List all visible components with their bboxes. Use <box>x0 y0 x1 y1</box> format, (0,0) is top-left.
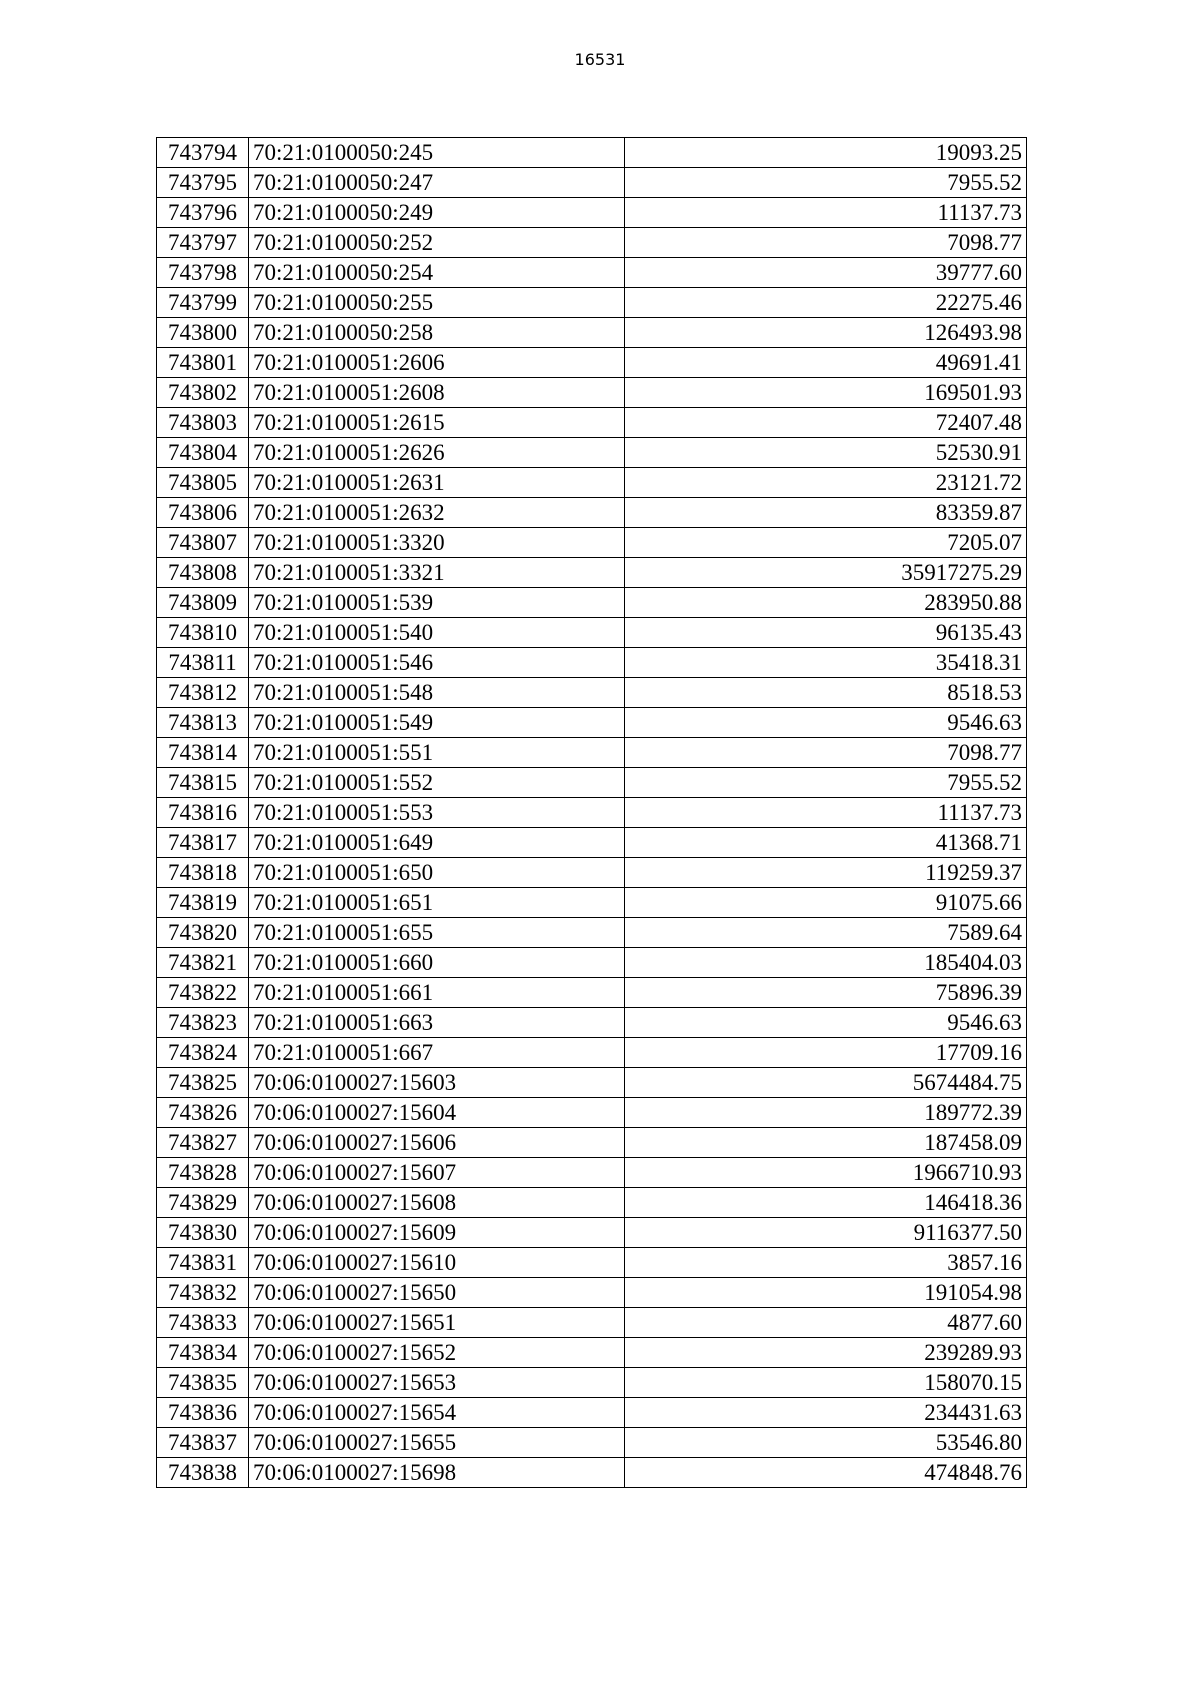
cadastral-number-cell: 70:21:0100051:3321 <box>249 558 625 588</box>
cadastral-number-cell: 70:06:0100027:15651 <box>249 1308 625 1338</box>
value-cell: 9546.63 <box>625 1008 1027 1038</box>
row-number-cell: 743816 <box>157 798 249 828</box>
value-cell: 239289.93 <box>625 1338 1027 1368</box>
cadastral-number-cell: 70:21:0100051:551 <box>249 738 625 768</box>
cadastral-number-cell: 70:21:0100051:552 <box>249 768 625 798</box>
row-number-cell: 743825 <box>157 1068 249 1098</box>
cadastral-number-cell: 70:06:0100027:15650 <box>249 1278 625 1308</box>
row-number-cell: 743830 <box>157 1218 249 1248</box>
value-cell: 185404.03 <box>625 948 1027 978</box>
cadastral-number-cell: 70:21:0100051:660 <box>249 948 625 978</box>
value-cell: 5674484.75 <box>625 1068 1027 1098</box>
row-number-cell: 743795 <box>157 168 249 198</box>
cadastral-number-cell: 70:21:0100051:2632 <box>249 498 625 528</box>
value-cell: 3857.16 <box>625 1248 1027 1278</box>
table-row <box>157 1188 1027 1218</box>
data-table <box>156 137 1027 1488</box>
row-number-cell: 743805 <box>157 468 249 498</box>
cadastral-number-cell: 70:21:0100051:548 <box>249 678 625 708</box>
value-cell: 91075.66 <box>625 888 1027 918</box>
table-row <box>157 1458 1027 1488</box>
value-cell: 7589.64 <box>625 918 1027 948</box>
row-number-cell: 743813 <box>157 708 249 738</box>
value-cell: 35418.31 <box>625 648 1027 678</box>
row-number-cell: 743817 <box>157 828 249 858</box>
value-cell: 7098.77 <box>625 738 1027 768</box>
row-number-cell: 743823 <box>157 1008 249 1038</box>
row-number-cell: 743822 <box>157 978 249 1008</box>
table-row <box>157 348 1027 378</box>
row-number-cell: 743838 <box>157 1458 249 1488</box>
cadastral-number-cell: 70:06:0100027:15608 <box>249 1188 625 1218</box>
row-number-cell: 743812 <box>157 678 249 708</box>
table-row <box>157 1218 1027 1248</box>
table-row <box>157 288 1027 318</box>
row-number-cell: 743826 <box>157 1098 249 1128</box>
table-row <box>157 1158 1027 1188</box>
value-cell: 7205.07 <box>625 528 1027 558</box>
table-row <box>157 1278 1027 1308</box>
value-cell: 8518.53 <box>625 678 1027 708</box>
value-cell: 11137.73 <box>625 798 1027 828</box>
cadastral-number-cell: 70:21:0100051:2615 <box>249 408 625 438</box>
value-cell: 189772.39 <box>625 1098 1027 1128</box>
cadastral-number-cell: 70:21:0100051:3320 <box>249 528 625 558</box>
table-row <box>157 858 1027 888</box>
cadastral-number-cell: 70:21:0100051:655 <box>249 918 625 948</box>
value-cell: 75896.39 <box>625 978 1027 1008</box>
row-number-cell: 743814 <box>157 738 249 768</box>
row-number-cell: 743832 <box>157 1278 249 1308</box>
value-cell: 49691.41 <box>625 348 1027 378</box>
cadastral-number-cell: 70:06:0100027:15607 <box>249 1158 625 1188</box>
table-row <box>157 1368 1027 1398</box>
row-number-cell: 743833 <box>157 1308 249 1338</box>
table-row <box>157 1068 1027 1098</box>
cadastral-number-cell: 70:21:0100051:649 <box>249 828 625 858</box>
cadastral-number-cell: 70:06:0100027:15610 <box>249 1248 625 1278</box>
table-row <box>157 468 1027 498</box>
row-number-cell: 743829 <box>157 1188 249 1218</box>
table-row <box>157 1428 1027 1458</box>
table-row <box>157 648 1027 678</box>
value-cell: 72407.48 <box>625 408 1027 438</box>
value-cell: 7955.52 <box>625 768 1027 798</box>
row-number-cell: 743827 <box>157 1128 249 1158</box>
cadastral-number-cell: 70:21:0100050:254 <box>249 258 625 288</box>
row-number-cell: 743796 <box>157 198 249 228</box>
table-row <box>157 528 1027 558</box>
value-cell: 191054.98 <box>625 1278 1027 1308</box>
value-cell: 187458.09 <box>625 1128 1027 1158</box>
table-row <box>157 618 1027 648</box>
value-cell: 234431.63 <box>625 1398 1027 1428</box>
table-row <box>157 1038 1027 1068</box>
cadastral-number-cell: 70:21:0100050:245 <box>249 138 625 168</box>
value-cell: 52530.91 <box>625 438 1027 468</box>
cadastral-number-cell: 70:06:0100027:15603 <box>249 1068 625 1098</box>
cadastral-number-cell: 70:21:0100051:2608 <box>249 378 625 408</box>
row-number-cell: 743809 <box>157 588 249 618</box>
row-number-cell: 743797 <box>157 228 249 258</box>
value-cell: 9116377.50 <box>625 1218 1027 1248</box>
cadastral-number-cell: 70:06:0100027:15604 <box>249 1098 625 1128</box>
row-number-cell: 743821 <box>157 948 249 978</box>
table-row <box>157 438 1027 468</box>
cadastral-number-cell: 70:06:0100027:15653 <box>249 1368 625 1398</box>
table-row <box>157 168 1027 198</box>
value-cell: 17709.16 <box>625 1038 1027 1068</box>
table-row <box>157 258 1027 288</box>
table-row <box>157 1098 1027 1128</box>
value-cell: 7955.52 <box>625 168 1027 198</box>
row-number-cell: 743799 <box>157 288 249 318</box>
cadastral-number-cell: 70:21:0100051:540 <box>249 618 625 648</box>
row-number-cell: 743808 <box>157 558 249 588</box>
cadastral-number-cell: 70:21:0100050:247 <box>249 168 625 198</box>
value-cell: 9546.63 <box>625 708 1027 738</box>
value-cell: 158070.15 <box>625 1368 1027 1398</box>
value-cell: 169501.93 <box>625 378 1027 408</box>
table-row <box>157 558 1027 588</box>
value-cell: 53546.80 <box>625 1428 1027 1458</box>
row-number-cell: 743820 <box>157 918 249 948</box>
row-number-cell: 743804 <box>157 438 249 468</box>
cadastral-number-cell: 70:06:0100027:15655 <box>249 1428 625 1458</box>
row-number-cell: 743800 <box>157 318 249 348</box>
row-number-cell: 743819 <box>157 888 249 918</box>
table-row <box>157 948 1027 978</box>
cadastral-number-cell: 70:21:0100051:539 <box>249 588 625 618</box>
value-cell: 146418.36 <box>625 1188 1027 1218</box>
cadastral-number-cell: 70:21:0100051:663 <box>249 1008 625 1038</box>
value-cell: 96135.43 <box>625 618 1027 648</box>
row-number-cell: 743801 <box>157 348 249 378</box>
table-row <box>157 888 1027 918</box>
row-number-cell: 743798 <box>157 258 249 288</box>
cadastral-number-cell: 70:06:0100027:15698 <box>249 1458 625 1488</box>
table-row <box>157 318 1027 348</box>
value-cell: 35917275.29 <box>625 558 1027 588</box>
cadastral-number-cell: 70:21:0100050:252 <box>249 228 625 258</box>
table-row <box>157 1128 1027 1158</box>
row-number-cell: 743834 <box>157 1338 249 1368</box>
table-row <box>157 1008 1027 1038</box>
table-row <box>157 138 1027 168</box>
value-cell: 23121.72 <box>625 468 1027 498</box>
row-number-cell: 743811 <box>157 648 249 678</box>
table-row <box>157 228 1027 258</box>
row-number-cell: 743806 <box>157 498 249 528</box>
cadastral-number-cell: 70:21:0100051:546 <box>249 648 625 678</box>
table-body <box>157 138 1027 1488</box>
row-number-cell: 743818 <box>157 858 249 888</box>
value-cell: 41368.71 <box>625 828 1027 858</box>
cadastral-number-cell: 70:21:0100051:2626 <box>249 438 625 468</box>
row-number-cell: 743807 <box>157 528 249 558</box>
cadastral-number-cell: 70:06:0100027:15654 <box>249 1398 625 1428</box>
table-row <box>157 1398 1027 1428</box>
table-row <box>157 678 1027 708</box>
value-cell: 1966710.93 <box>625 1158 1027 1188</box>
cadastral-number-cell: 70:06:0100027:15606 <box>249 1128 625 1158</box>
table-row <box>157 588 1027 618</box>
cadastral-number-cell: 70:21:0100050:258 <box>249 318 625 348</box>
value-cell: 4877.60 <box>625 1308 1027 1338</box>
value-cell: 474848.76 <box>625 1458 1027 1488</box>
row-number-cell: 743828 <box>157 1158 249 1188</box>
row-number-cell: 743837 <box>157 1428 249 1458</box>
page-number: 16531 <box>574 50 626 69</box>
table-row <box>157 978 1027 1008</box>
value-cell: 11137.73 <box>625 198 1027 228</box>
table-row <box>157 708 1027 738</box>
cadastral-number-cell: 70:21:0100051:2631 <box>249 468 625 498</box>
row-number-cell: 743824 <box>157 1038 249 1068</box>
cadastral-number-cell: 70:21:0100051:553 <box>249 798 625 828</box>
row-number-cell: 743810 <box>157 618 249 648</box>
value-cell: 7098.77 <box>625 228 1027 258</box>
table-row <box>157 918 1027 948</box>
cadastral-number-cell: 70:21:0100051:549 <box>249 708 625 738</box>
value-cell: 119259.37 <box>625 858 1027 888</box>
row-number-cell: 743803 <box>157 408 249 438</box>
value-cell: 19093.25 <box>625 138 1027 168</box>
cadastral-number-cell: 70:21:0100050:255 <box>249 288 625 318</box>
row-number-cell: 743815 <box>157 768 249 798</box>
cadastral-number-cell: 70:06:0100027:15609 <box>249 1218 625 1248</box>
table-row <box>157 1308 1027 1338</box>
table-row <box>157 1248 1027 1278</box>
value-cell: 83359.87 <box>625 498 1027 528</box>
row-number-cell: 743835 <box>157 1368 249 1398</box>
table-row <box>157 768 1027 798</box>
value-cell: 126493.98 <box>625 318 1027 348</box>
cadastral-number-cell: 70:21:0100050:249 <box>249 198 625 228</box>
table-row <box>157 738 1027 768</box>
cadastral-number-cell: 70:21:0100051:2606 <box>249 348 625 378</box>
table-row <box>157 798 1027 828</box>
value-cell: 283950.88 <box>625 588 1027 618</box>
row-number-cell: 743836 <box>157 1398 249 1428</box>
row-number-cell: 743831 <box>157 1248 249 1278</box>
cadastral-number-cell: 70:21:0100051:651 <box>249 888 625 918</box>
row-number-cell: 743802 <box>157 378 249 408</box>
cadastral-number-cell: 70:21:0100051:667 <box>249 1038 625 1068</box>
table-row <box>157 378 1027 408</box>
cadastral-number-cell: 70:21:0100051:650 <box>249 858 625 888</box>
table-row <box>157 828 1027 858</box>
row-number-cell: 743794 <box>157 138 249 168</box>
table-row <box>157 498 1027 528</box>
table-row <box>157 408 1027 438</box>
table-row <box>157 198 1027 228</box>
cadastral-number-cell: 70:06:0100027:15652 <box>249 1338 625 1368</box>
value-cell: 22275.46 <box>625 288 1027 318</box>
value-cell: 39777.60 <box>625 258 1027 288</box>
cadastral-number-cell: 70:21:0100051:661 <box>249 978 625 1008</box>
table-row <box>157 1338 1027 1368</box>
